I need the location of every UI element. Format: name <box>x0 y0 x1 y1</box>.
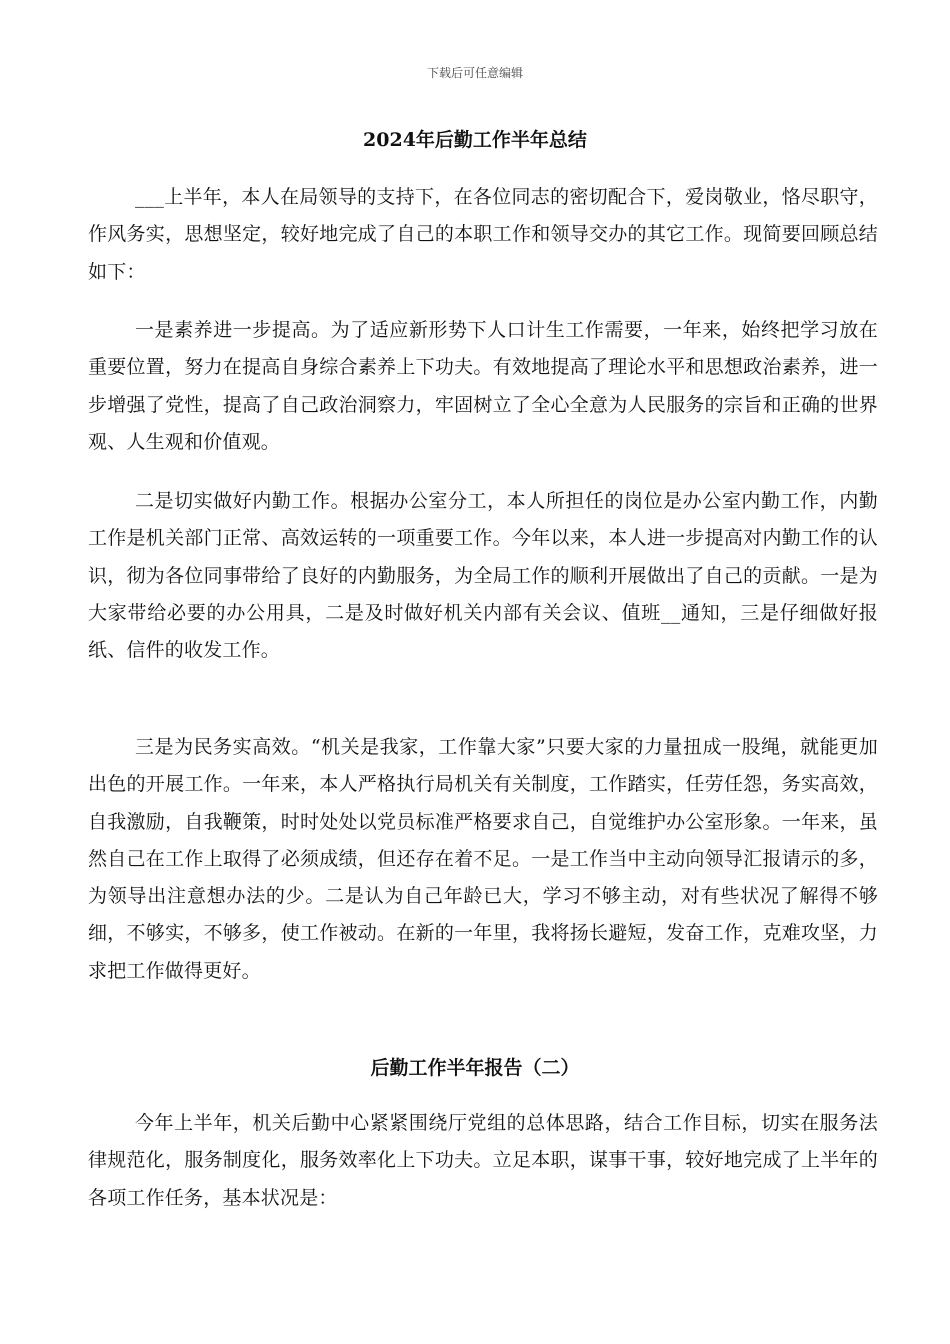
paragraph-report-intro: 今年上半年，机关后勤中心紧紧围绕厅党组的总体思路，结合工作目标，切实在服务法律规范化，服务制度化，服务效率化上下功夫。立足本职，谋事干事，较好地完成了上半年的各项工作任务，基本状况是： <box>88 1112 878 1209</box>
header-note: 下载后可任意编辑 <box>426 66 523 80</box>
paragraph-point-one: 一是素养进一步提高。为了适应新形势下人口计生工作需要，一年来，始终把学习放在重要位置，努力在提高自身综合素养上下功夫。有效地提高了理论水平和思想政治素养，进一步增强了党性，提高了自己政治洞察力，牢固树立了全心全意为人民服务的宗旨和正确的世界观、人生观和价值观。 <box>88 319 878 453</box>
paragraph-point-two: 二是切实做好内勤工作。根据办公室分工，本人所担任的岗位是办公室内勤工作，内勤工作是机关部门正常、高效运转的一项重要工作。今年以来，本人进一步提高对内勤工作的认识，彻为各位同事带给了良好的内勤服务，为全局工作的顺利开展做出了自己的贡献。一是为大家带给必要的办公用具，二是及时做好机关内部有关会议、值班__通知，三是仔细做好报纸、信件的收发工作。 <box>88 490 878 662</box>
section-title: 后勤工作半年报告（二） <box>370 1057 580 1079</box>
paragraph-intro: ___上半年，本人在局领导的支持下，在各位同志的密切配合下，爱岗敬业，恪尽职守，作风务实，思想坚定，较好地完成了自己的本职工作和领导交办的其它工作。现简要回顾总结如下： <box>88 186 878 283</box>
paragraph-point-three: 三是为民务实高效。“机关是我家，工作靠大家”只要大家的力量扭成一股绳，就能更加出色的开展工作。一年来，本人严格执行局机关有关制度，工作踏实，任劳任怨，务实高效，自我激励，自我鞭策，时时处处以党员标准严格要求自己，自觉维护办公室形象。一年来，虽然自己在工作上取得了必须成绩，但还存在着不足。一是工作当中主动向领导汇报请示的多，为领导出注意想办法的少。二是认为自己年龄已大，学习不够主动，对有些状况了解得不够细，不够实，不够多，使工作被动。在新的一年里，我将扬长避短，发奋工作，克难攻坚，力求把工作做得更好。 <box>88 736 878 982</box>
document-title: 2024年后勤工作半年总结 <box>363 129 587 151</box>
